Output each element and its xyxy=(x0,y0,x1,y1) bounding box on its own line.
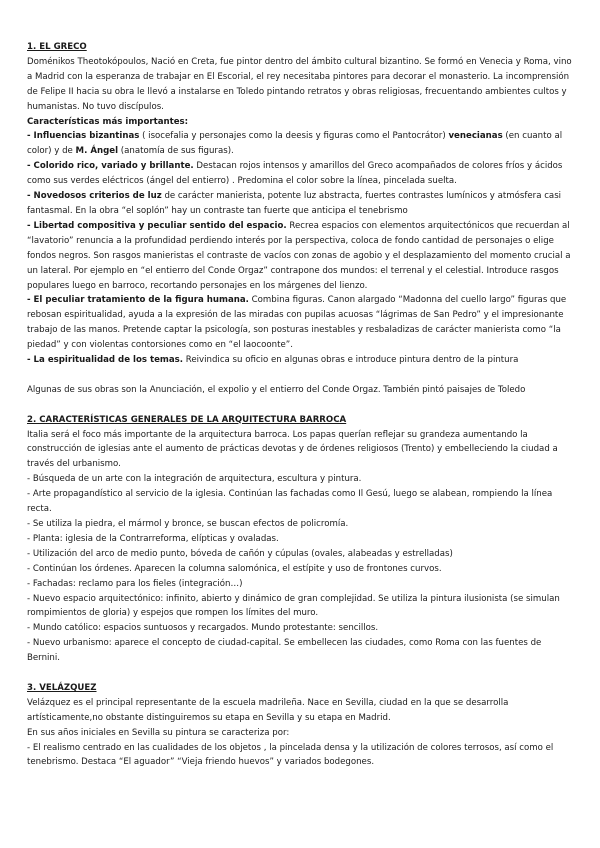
spacer xyxy=(27,666,575,681)
list-item: - Utilización del arco de medio punto, bóveda de cañón y cúpulas (ovales, alabeadas y estrelladas) xyxy=(27,548,453,559)
greco-feature-influences xyxy=(27,129,575,159)
greco-feature-color xyxy=(27,159,575,189)
velazquez-sevilla-heading: En sus años iniciales en Sevilla su pintura se caracteriza por: xyxy=(27,727,290,738)
spacer xyxy=(27,398,575,413)
list-item: - Fachadas: reclamo para los fieles (integración…) xyxy=(27,578,243,589)
bold-text: venecianas xyxy=(448,131,503,142)
section-1-title: 1. EL GRECO xyxy=(27,42,87,52)
body-text: Combina figuras. Canon alargado “Madonna del cuello largo” figuras que rebosan espiritualidad, ayuda a la expresión de las miradas con pupilas acuosas “lágrimas de San Pedro” y el impresionante trabajo de las manos. Pretende captar la psicología, son posturas inestables y resbaladizas de carácter manierista como “la piedad” y con violentas contorsiones como en “el laocoonte”. xyxy=(27,295,567,351)
list-item: - El realismo centrado en las cualidades de los objetos , la pincelada densa y la utilización de colores terrosos, así como el tenebrismo. Destaca “El aguador” “Vieja friendo huevos” y variados bodegones. xyxy=(27,742,554,768)
bold-text: - Colorido rico, variado y brillante. xyxy=(27,161,194,172)
greco-features-heading: Características más importantes: xyxy=(27,116,189,127)
list-item: - Mundo católico: espacios suntuosos y recargados. Mundo protestante: sencillos. xyxy=(27,623,379,634)
list-item: - Nuevo espacio arquitectónico: infinito, abierto y dinámico de gran complejidad. Se utiliza la pintura ilusionista (se simulan rompimientos de gloria) y espejos que rompen los límites del muro. xyxy=(27,593,560,619)
body-text: Destacan rojos intensos y amarillos del Greco acompañados de colores fríos y ácidos como sus verdes eléctricos (ángel del entierro) . Predomina el color sobre la línea, pincelada suelta. xyxy=(27,161,563,187)
velazquez-intro: Velázquez es el principal representante de la escuela madrileña. Nace en Sevilla, ciudad en la que se desarrolla artísticamente,no obstante distinguiremos su etapa en Sevilla y su etapa en Madrid. xyxy=(27,697,509,723)
spacer xyxy=(27,368,575,383)
body-text: (anatomía de sus figuras). xyxy=(118,146,234,157)
bold-text: - La espiritualidad de los temas. xyxy=(27,355,184,366)
greco-feature-figure xyxy=(27,293,575,353)
body-text: de carácter manierista, potente luz abstracta, fuertes contrastes lumínicos y atmósfera casi fantasmal. En la obra “el soplón” hay un contraste tan fuerte que anticipa el tenebrismo xyxy=(27,191,562,216)
section-2-title: 2. CARACTERÍSTICAS GENERALES DE LA ARQUITECTURA BARROCA xyxy=(27,414,347,425)
bold-text: - Libertad compositiva y peculiar sentido del espacio. xyxy=(27,220,287,231)
greco-feature-spirituality xyxy=(27,353,575,368)
body-text: Reivindica su oficio en algunas obras e introduce pintura dentro de la pintura xyxy=(183,355,519,366)
greco-intro: Doménikos Theotokópoulos, Nació en Creta, fue pintor dentro del ámbito cultural bizantino. Se formó en Venecia y Roma, vino a Madrid con la esperanza de trabajar en El Escorial, el rey necesitaba pintores para decorar el monasterio. La incomprensión de Felipe II hacia su obra le llevó a instalarse en Toledo pintando retratos y obras religiosas, frecuentando ambientes cultos y humanistas. No tuvo discípulos. xyxy=(27,56,572,112)
bold-text: - Novedosos criterios de luz xyxy=(27,191,162,202)
document-page xyxy=(27,40,575,770)
list-item: - Continúan los órdenes. Aparecen la columna salomónica, el estípite y uso de frontones curvos. xyxy=(27,563,442,574)
list-item: - Nuevo urbanismo: aparece el concepto de ciudad-capital. Se embellecen las ciudades, como Roma con las fuentes de Bernini. xyxy=(27,638,542,664)
section-3-title: 3. VELÁZQUEZ xyxy=(27,682,97,693)
list-item: - Arte propagandístico al servicio de la iglesia. Continúan las fachadas como Il Gesú, luego se alabean, rompiendo la línea recta. xyxy=(27,489,553,515)
greco-feature-light xyxy=(27,189,575,219)
list-item: - Se utiliza la piedra, el mármol y bronce, se buscan efectos de policromía. xyxy=(27,518,349,529)
body-text: ( isocefalia y personajes como la deesis y figuras como el Pantocrátor) xyxy=(139,131,449,142)
bold-text: - El peculiar tratamiento de la figura humana. xyxy=(27,295,249,306)
list-item: - Planta: iglesia de la Contrarreforma, elípticas y ovaladas. xyxy=(27,533,279,544)
bold-text: - Influencias bizantinas xyxy=(27,131,140,142)
greco-feature-space xyxy=(27,219,575,294)
list-item: - Búsqueda de un arte con la integración de arquitectura, escultura y pintura. xyxy=(27,474,362,485)
body-text: Recrea espacios con elementos arquitectónicos que recuerdan al “lavatorio” renuncia a la profundidad perdiendo interés por la perspectiva, coloca de fondo cantidad de personajes o elige fondos negros. Son rasgos manieristas el contraste de vacíos con zonas de agobio y el desplazamiento del momento crucial a un lateral. Por ejemplo en “el entierro del Conde Orgaz” contrapone dos mundos: el terrenal y el celestial. Introduce rasgos populares luego en barroco, recortando personajes en los márgenes del lienzo. xyxy=(27,220,571,291)
greco-works: Algunas de sus obras son la Anunciación, el expolio y el entierro del Conde Orgaz. También pintó paisajes de Toledo xyxy=(27,384,526,395)
body-text: (en cuanto al color) y de xyxy=(27,131,563,157)
bold-text: M. Ángel xyxy=(75,146,119,157)
baroque-intro: Italia será el foco más importante de la arquitectura barroca. Los papas querían reflejar su grandeza aumentando la construcción de iglesias ante el aumento de prácticas devotas y de órdenes religiosos (Trento) y embelleciendo la ciudad a través del urbanismo. xyxy=(27,429,558,470)
